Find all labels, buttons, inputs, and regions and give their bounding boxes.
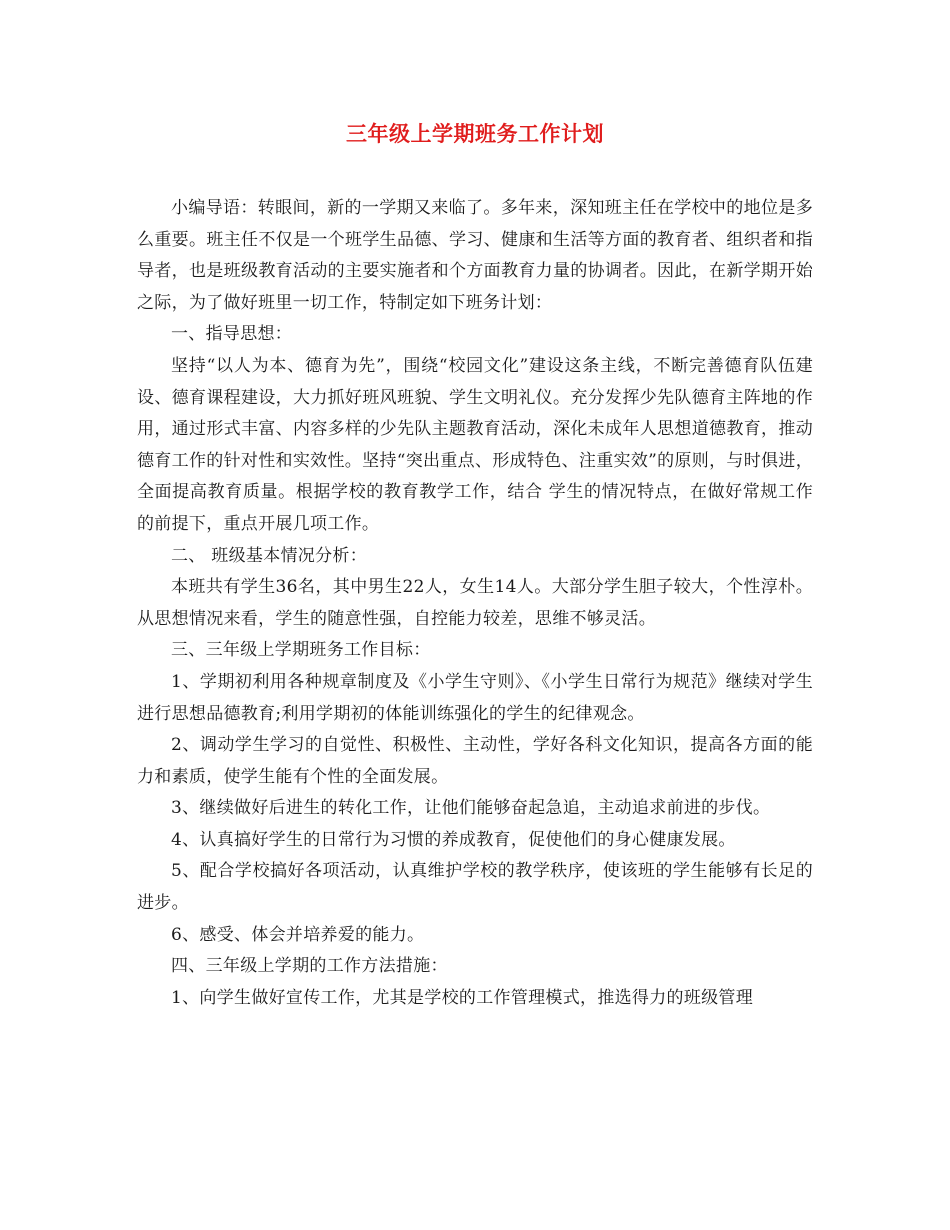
goal-item-6: 6、感受、体会并培养爱的能力。 bbox=[171, 924, 425, 945]
section-heading-class-analysis: 二、 班级基本情况分析： bbox=[171, 545, 368, 566]
goal-item-1: 1、学期初利用各种规章制度及《小学生守则》、《小学生日常行为规范》继续对学生进行思想品德教育;利用学期初的体能训练强化的学生的纪律观念。 bbox=[137, 671, 813, 724]
goal-item-4: 4、认真搞好学生的日常行为习惯的养成教育，促使他们的身心健康发展。 bbox=[171, 829, 736, 850]
section-heading-methods: 四、三年级上学期的工作方法措施： bbox=[171, 956, 448, 977]
goal-item-5: 5、配合学校搞好各项活动，认真维护学校的教学秩序，使该班的学生能够有长足的进步。 bbox=[137, 861, 813, 914]
method-item-1: 1、向学生做好宣传工作，尤其是学校的工作管理模式，推选得力的班级管理 bbox=[171, 987, 754, 1008]
document-title: 三年级上学期班务工作计划 bbox=[346, 122, 604, 146]
class-analysis-paragraph: 本班共有学生36名，其中男生22人，女生14人。大部分学生胆子较大，个性淳朴。从思想情况来看，学生的随意性强，自控能力较差，思维不够灵活。 bbox=[137, 577, 813, 629]
guiding-thought-paragraph: 坚持“以人为本、德育为先”，围绕“校园文化”建设这条主线，不断完善德育队伍建设、德育课程建设，大力抓好班风班貌、学生文明礼仪。充分发挥少先队德育主阵地的作用，通过形式丰富、内容多样的少先队主题教育活动，深化未成年人思想道德教育，推动德育工作的针对性和实效性。坚持“突出重点、形成特色、注重实效”的原则，与时俱进，全面提高教育质量。根据学校的教育教学工作，结合 学生的情况特点，在做好常规工作的前提下，重点开展几项工作。 bbox=[137, 355, 813, 534]
intro-paragraph: 小编导语：转眼间，新的一学期又来临了。多年来，深知班主任在学校中的地位是多么重要。班主任不仅是一个班学生品德、学习、健康和生活等方面的教育者、组织者和指导者，也是班级教育活动的主要实施者和个方面教育力量的协调者。因此，在新学期开始之际，为了做好班里一切工作，特制定如下班务计划： bbox=[137, 198, 813, 313]
document-body bbox=[137, 193, 813, 1014]
goal-item-3: 3、继续做好后进生的转化工作，让他们能够奋起急追，主动追求前进的步伐。 bbox=[171, 798, 771, 819]
goal-item-2: 2、调动学生学习的自觉性、积极性、主动性，学好各科文化知识，提高各方面的能力和素质，使学生能有个性的全面发展。 bbox=[137, 735, 813, 787]
section-heading-goals: 三、三年级上学期班务工作目标： bbox=[171, 640, 431, 661]
section-heading-guiding-thought: 一、指导思想： bbox=[171, 324, 293, 345]
